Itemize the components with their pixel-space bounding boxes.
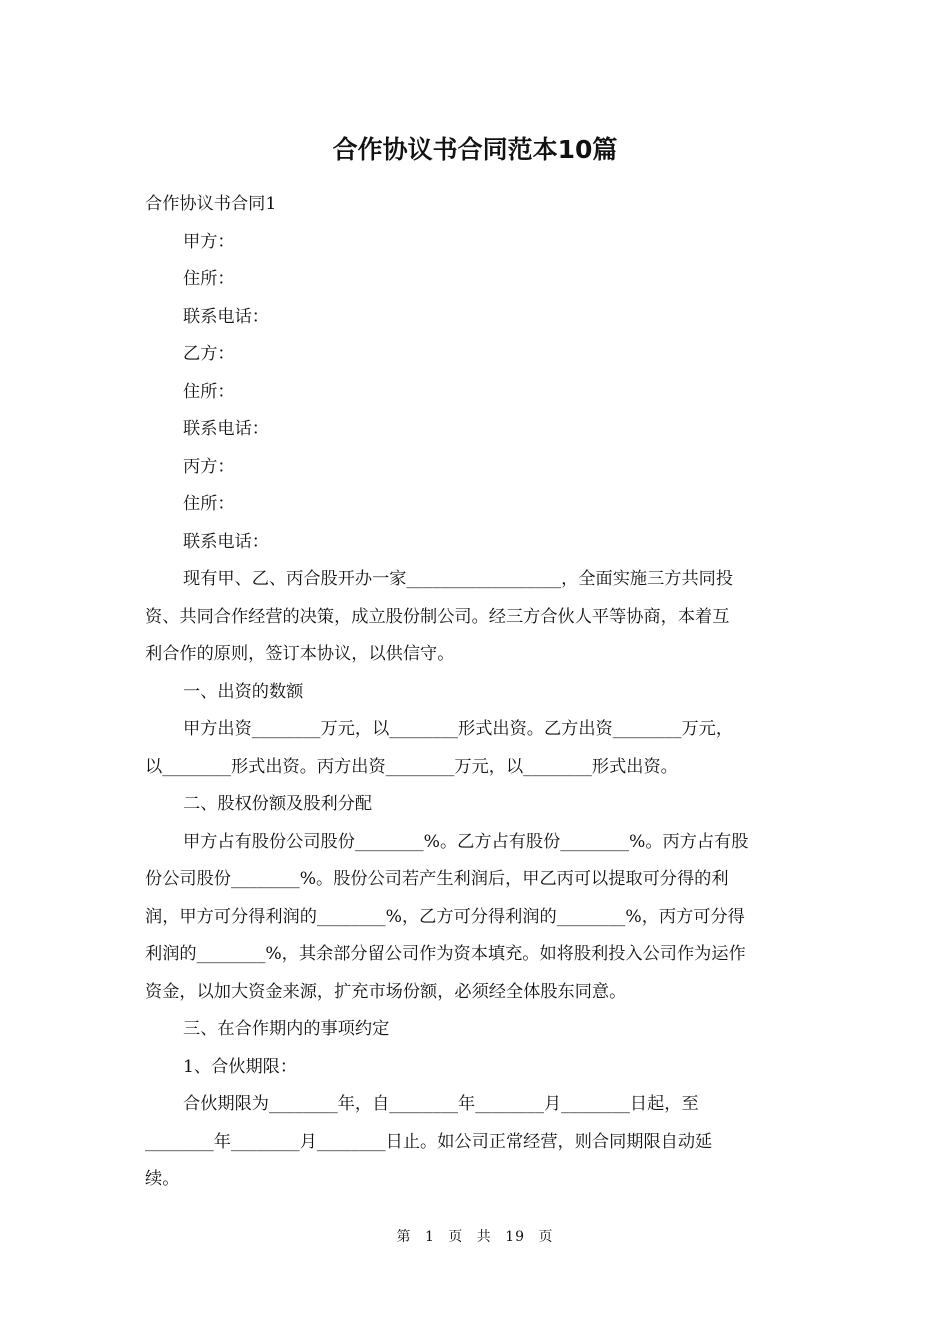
document-body xyxy=(145,186,810,1199)
text-line: 联系电话： xyxy=(183,419,269,439)
text-line: 丙方： xyxy=(183,456,235,477)
text-line: 联系电话： xyxy=(183,306,269,327)
text-line: 资金，以加大资金来源，扩充市场份额，必须经全体股东同意。 xyxy=(145,981,627,1002)
text-line: 一、出资的数额 xyxy=(183,681,304,702)
text-line: 住所： xyxy=(183,494,235,514)
text-line: ________年________月________日止。如公司正常经营，则合同期限自动延 xyxy=(145,1131,713,1152)
text-line: 甲方出资________万元，以________形式出资。乙方出资________万元， xyxy=(183,719,734,739)
text-line: 份公司股份________%。股份公司若产生利润后，甲乙丙可以提取可分得的利 xyxy=(145,869,729,889)
text-line: 资、共同合作经营的决策，成立股份制公司。经三方合伙人平等协商，本着互 xyxy=(145,606,730,627)
text-line: 润，甲方可分得利润的________%，乙方可分得利润的________%，丙方可分得 xyxy=(145,906,745,927)
text-line: 乙方： xyxy=(183,344,235,364)
text-line: 利润的________%，其余部分留公司作为资本填充。如将股利投入公司作为运作 xyxy=(145,944,746,964)
text-line: 现有甲、乙、丙合股开办一家__________________，全面实施三方共同投 xyxy=(183,569,734,589)
text-line: 利合作的原则，签订本协议，以供信守。 xyxy=(145,644,455,664)
text-line: 合伙期限为________年，自________年________月________日起，至 xyxy=(183,1094,699,1114)
text-line: 甲方占有股份公司股份________%。乙方占有股份________%。丙方占有股 xyxy=(183,831,749,852)
text-line: 1、合伙期限： xyxy=(183,1056,298,1077)
text-line: 三、在合作期内的事项约定 xyxy=(183,1019,390,1039)
text-line: 合作协议书合同1 xyxy=(145,194,277,214)
document-title: 合作协议书合同范本10篇 xyxy=(332,135,618,164)
text-line: 续。 xyxy=(145,1169,180,1189)
text-line: 住所： xyxy=(183,269,235,289)
text-line: 二、股权份额及股利分配 xyxy=(183,794,373,814)
text-line: 以________形式出资。丙方出资________万元，以________形式出资。 xyxy=(145,756,678,777)
text-line: 住所： xyxy=(183,381,235,402)
text-line: 甲方： xyxy=(183,231,235,252)
page-footer: 第 1 页 共 19 页 xyxy=(396,1229,554,1245)
text-line: 联系电话： xyxy=(183,531,269,552)
